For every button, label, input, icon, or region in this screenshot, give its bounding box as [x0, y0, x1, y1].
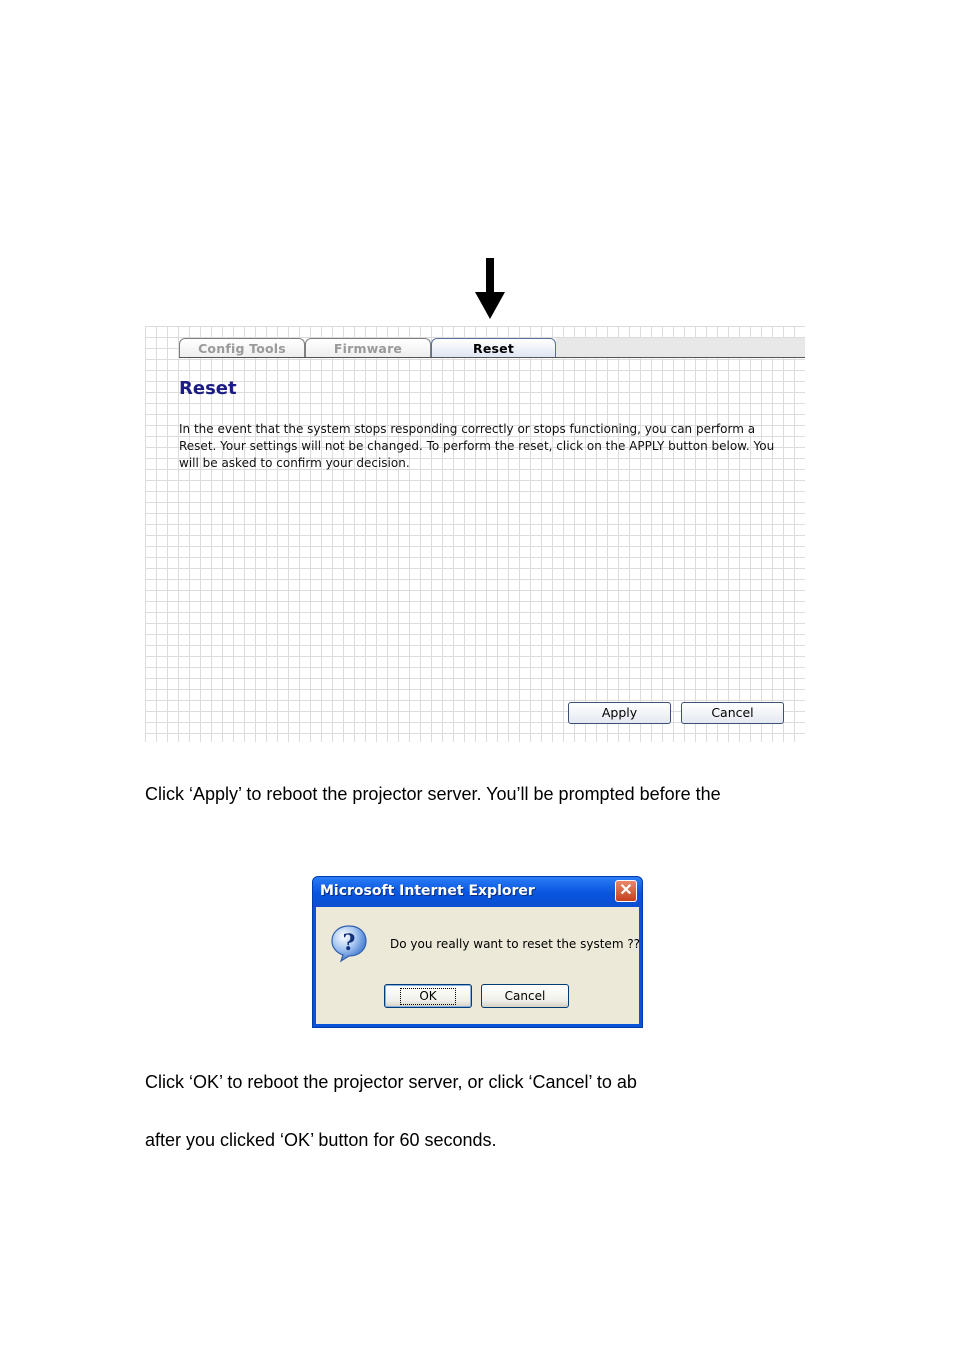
- instruction-text-wait: after you clicked ‘OK’ button for 60 seconds.: [145, 1130, 497, 1150]
- apply-button[interactable]: Apply: [568, 702, 671, 724]
- tab-firmware[interactable]: Firmware: [305, 338, 431, 357]
- tab-bar-fill: [556, 338, 805, 357]
- confirm-dialog: [312, 876, 643, 1028]
- dialog-body: [316, 907, 639, 1024]
- dialog-title: Microsoft Internet Explorer: [320, 883, 535, 899]
- dialog-message: Do you really want to reset the system ??: [390, 937, 641, 951]
- reset-description: In the event that the system stops responding correctly or stops functioning, you can perform a Reset. Your settings will not be changed. To perform the reset, click on the APPLY button below. You will be asked to confirm your decision.: [179, 422, 775, 470]
- question-icon: [329, 923, 369, 963]
- dialog-titlebar[interactable]: [313, 877, 642, 907]
- down-arrow-icon: [474, 258, 506, 320]
- tab-bar: [145, 338, 805, 358]
- instruction-text-apply: Click ‘Apply’ to reboot the projector server. You’ll be prompted before the: [145, 784, 721, 804]
- cancel-button[interactable]: Cancel: [681, 702, 784, 724]
- instruction-text-ok: Click ‘OK’ to reboot the projector server, or click ‘Cancel’ to ab: [145, 1072, 637, 1092]
- tab-reset[interactable]: Reset: [431, 338, 556, 357]
- reset-panel: [145, 326, 805, 742]
- dialog-cancel-button[interactable]: Cancel: [481, 984, 569, 1008]
- page-title: Reset: [179, 378, 237, 399]
- ok-button-label: OK: [400, 988, 455, 1005]
- tab-config-tools[interactable]: Config Tools: [179, 338, 305, 357]
- close-icon[interactable]: ✕: [615, 880, 637, 902]
- svg-text:?: ?: [342, 930, 356, 956]
- ok-button[interactable]: [384, 984, 472, 1008]
